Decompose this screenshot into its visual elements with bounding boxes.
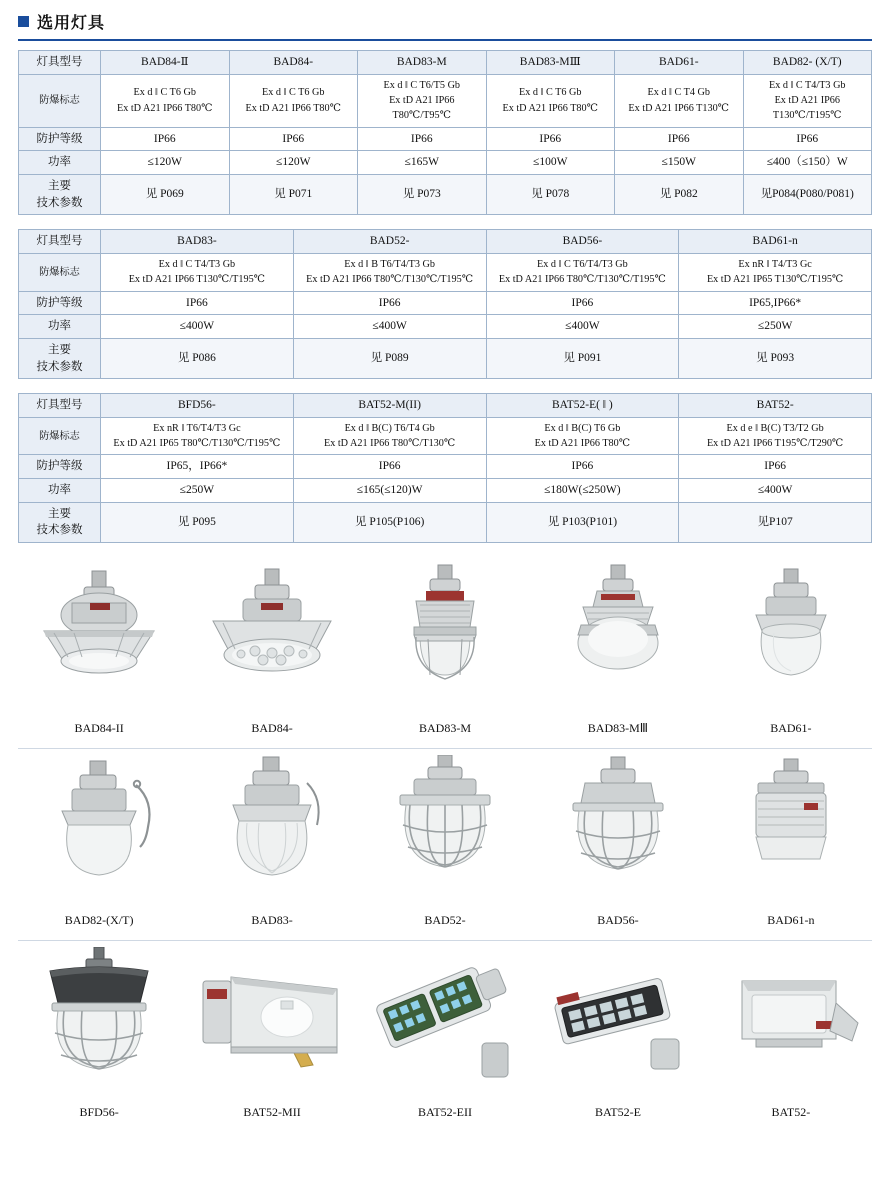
cell-params: 见 P103(P101): [486, 502, 679, 542]
cell-ip: IP66: [486, 455, 679, 479]
cell-ip: IP65，IP66*: [101, 455, 294, 479]
row-label-ex-mark: 防爆标志: [19, 74, 101, 127]
cell-ip: IP66: [293, 291, 486, 315]
cell-power: ≤165W: [358, 151, 487, 175]
ex-mark-line1: Ex d ‖ B(C) T6/T4 Gb: [344, 422, 435, 434]
ex-mark-line2: Ex tD A21 IP65 T130℃/T195℃: [706, 274, 844, 286]
table-row: [19, 315, 872, 339]
lamp-bad83m3-icon: [537, 563, 699, 713]
cell-params: 见 P078: [486, 174, 615, 214]
ex-mark-line1: Ex d ‖ C T6 Gb: [133, 87, 196, 99]
ex-mark-line2: Ex tD A21 IP66 T80℃: [245, 102, 342, 114]
lamp-bad61-icon: [710, 563, 872, 713]
cell-params: 见P084(P080/P081): [743, 174, 872, 214]
cell-model: BAD83-: [101, 230, 294, 254]
ex-mark-line1: Ex d ‖ C T6/T4/T3 Gb: [537, 258, 628, 270]
product-item[interactable]: [18, 755, 180, 938]
cell-ip: IP66: [229, 127, 358, 151]
product-item[interactable]: [191, 563, 353, 746]
row-label-params-line2: 技术参数: [36, 196, 83, 209]
cell-power: ≤400W: [679, 479, 872, 503]
lamp-bat52e-icon: [537, 947, 699, 1097]
table-row: [19, 230, 872, 254]
product-label: BAD61-n: [767, 913, 815, 928]
ex-mark-line1: Ex nR ‖ T6/T4/T3 Gc: [153, 422, 241, 434]
product-label: BAD83-MⅢ: [587, 721, 649, 736]
table-row: [19, 291, 872, 315]
product-item[interactable]: [364, 563, 526, 746]
ex-mark-line2: Ex tD A21 IP66 T195℃/T290℃: [706, 438, 844, 450]
ex-mark-line1: Ex d ‖ C T4 Gb: [647, 87, 710, 99]
ex-mark-line2: Ex tD A21 IP66 T80℃/T130℃: [323, 438, 456, 450]
cell-ex-mark: [679, 417, 872, 455]
product-label: BFD56-: [79, 1105, 119, 1120]
product-label: BAD82-(X/T): [64, 913, 134, 928]
cell-params: 见P107: [679, 502, 872, 542]
lamp-bad56-icon: [537, 755, 699, 905]
table-row: [19, 174, 872, 214]
product-label: BAT52-EII: [418, 1105, 472, 1120]
product-label: BAD83-: [251, 913, 293, 928]
row-label-params-line2: 技术参数: [36, 360, 83, 373]
row-label-ip: 防护等级: [19, 127, 101, 151]
cell-ip: IP66: [101, 291, 294, 315]
product-item[interactable]: [191, 755, 353, 938]
row-label-power: 功率: [19, 151, 101, 175]
cell-params: 见 P086: [101, 338, 294, 378]
row-label-params: [19, 174, 101, 214]
ex-mark-line1: Ex d ‖ C T6 Gb: [262, 87, 325, 99]
cell-ex-mark: [743, 74, 872, 127]
ex-mark-line1: Ex d ‖ C T4/T3 Gb: [158, 258, 236, 270]
cell-params: 见 P071: [229, 174, 358, 214]
cell-model: BAT52-M(II): [293, 394, 486, 418]
product-label: BAD56-: [597, 913, 639, 928]
cell-model: BAD83-M: [358, 51, 487, 75]
cell-ex-mark: [615, 74, 744, 127]
ex-mark-line1: Ex d ‖ B T6/T4/T3 Gb: [344, 258, 435, 270]
cell-model: BAD61-n: [679, 230, 872, 254]
cell-power: ≤400（≤150）W: [743, 151, 872, 175]
ex-mark-line1: Ex d ‖ C T6 Gb: [519, 87, 582, 99]
cell-ip: IP66: [486, 127, 615, 151]
lamp-bat52-icon: [710, 947, 872, 1097]
cell-ex-mark: [679, 253, 872, 291]
ex-mark-line2: Ex tD A21 IP66 T80℃: [534, 438, 631, 450]
cell-power: ≤400W: [293, 315, 486, 339]
cell-ex-mark: [486, 74, 615, 127]
product-label: BAD84-II: [74, 721, 124, 736]
ex-mark-line2: Ex tD A21 IP65 T80℃/T130℃/T195℃: [113, 438, 281, 450]
ex-mark-line2: Ex tD A21 IP66 T130℃/T195℃: [772, 94, 842, 122]
table-row: [19, 479, 872, 503]
cell-power: ≤165(≤120)W: [293, 479, 486, 503]
row-label-power: 功率: [19, 479, 101, 503]
ex-mark-line1: Ex d ‖ B(C) T6 Gb: [544, 422, 621, 434]
lamp-bad83m-icon: [364, 563, 526, 713]
cell-params: 见 P093: [679, 338, 872, 378]
product-item[interactable]: [710, 947, 872, 1130]
product-item[interactable]: [191, 947, 353, 1130]
row-label-params: [19, 338, 101, 378]
product-item[interactable]: [710, 563, 872, 746]
ex-mark-line2: Ex tD A21 IP66 T80℃/T130℃/T195℃: [306, 274, 474, 286]
cell-ex-mark: [229, 74, 358, 127]
product-item[interactable]: [537, 755, 699, 938]
page-title: [18, 0, 872, 41]
ex-mark-line1: Ex d ‖ C T4/T3 Gb: [768, 79, 846, 91]
lamp-bad84-2-icon: [18, 563, 180, 713]
cell-power: ≤180W(≤250W): [486, 479, 679, 503]
ex-mark-line2: Ex tD A21 IP66 T80℃: [116, 102, 213, 114]
cell-params: 见 P069: [101, 174, 230, 214]
cell-ip: IP66: [743, 127, 872, 151]
cell-ex-mark: [358, 74, 487, 127]
gallery-row: [18, 748, 872, 938]
cell-model: BAT52-: [679, 394, 872, 418]
product-gallery: [18, 557, 872, 1130]
row-label-params-line1: 主要: [48, 179, 71, 192]
cell-ex-mark: [293, 253, 486, 291]
table-row: [19, 151, 872, 175]
table-row: [19, 51, 872, 75]
cell-model: BAD52-: [293, 230, 486, 254]
cell-params: 见 P073: [358, 174, 487, 214]
cell-power: ≤250W: [101, 479, 294, 503]
cell-model: BAD84-Ⅱ: [101, 51, 230, 75]
cell-ip: IP65,IP66*: [679, 291, 872, 315]
ex-mark-line2: Ex tD A21 IP66 T80℃/T130℃/T195℃: [498, 274, 666, 286]
product-item[interactable]: [18, 947, 180, 1130]
cell-params: 见 P082: [615, 174, 744, 214]
ex-mark-line2: Ex tD A21 IP66 T130℃: [628, 102, 730, 114]
cell-model: BAD84-: [229, 51, 358, 75]
row-label-model: 灯具型号: [19, 51, 101, 75]
ex-mark-line1: Ex d e ‖ B(C) T3/T2 Gb: [726, 422, 824, 434]
row-label-params-line1: 主要: [48, 507, 71, 520]
table-row: [19, 417, 872, 455]
row-label-params: [19, 502, 101, 542]
cell-ex-mark: [101, 253, 294, 291]
table-row: [19, 338, 872, 378]
cell-params: 见 P105(P106): [293, 502, 486, 542]
row-label-ex-mark: 防爆标志: [19, 417, 101, 455]
ex-mark-line1: Ex d ‖ C T6/T5 Gb: [383, 79, 461, 91]
product-label: BAT52-E: [594, 1105, 641, 1120]
cell-ex-mark: [101, 74, 230, 127]
cell-model: BAD83-MⅢ: [486, 51, 615, 75]
spec-table-3: [18, 393, 872, 543]
product-item[interactable]: [18, 563, 180, 746]
cell-ip: IP66: [101, 127, 230, 151]
product-item[interactable]: [710, 755, 872, 938]
product-item[interactable]: [537, 563, 699, 746]
lamp-bat52e2-icon: [364, 947, 526, 1097]
cell-ip: IP66: [615, 127, 744, 151]
product-label: BAT52-MII: [243, 1105, 301, 1120]
cell-model: BAT52-E( ‖ ): [486, 394, 679, 418]
product-item[interactable]: [364, 947, 526, 1130]
cell-ip: IP66: [486, 291, 679, 315]
cell-params: 见 P089: [293, 338, 486, 378]
product-item[interactable]: [364, 755, 526, 938]
row-label-model: 灯具型号: [19, 230, 101, 254]
row-label-ip: 防护等级: [19, 291, 101, 315]
cell-params: 见 P095: [101, 502, 294, 542]
row-label-model: 灯具型号: [19, 394, 101, 418]
product-label: BAD52-: [424, 913, 466, 928]
gallery-row: [18, 557, 872, 746]
table-row: [19, 394, 872, 418]
gallery-row: [18, 940, 872, 1130]
ex-mark-line1: Ex nR ‖ T4/T3 Gc: [738, 258, 812, 270]
table-row: [19, 502, 872, 542]
lamp-bfd56-icon: [18, 947, 180, 1097]
product-label: BAD83-M: [418, 721, 471, 736]
cell-power: ≤400W: [486, 315, 679, 339]
product-label: BAD61-: [770, 721, 812, 736]
table-row: [19, 253, 872, 291]
lamp-bad84-icon: [191, 563, 353, 713]
cell-ip: IP66: [293, 455, 486, 479]
cell-power: ≤150W: [615, 151, 744, 175]
lamp-bad61n-icon: [710, 755, 872, 905]
cell-power: ≤250W: [679, 315, 872, 339]
cell-power: ≤120W: [101, 151, 230, 175]
lamp-bad83-icon: [191, 755, 353, 905]
cell-ex-mark: [486, 417, 679, 455]
cell-model: BFD56-: [101, 394, 294, 418]
cell-ip: IP66: [679, 455, 872, 479]
table-row: [19, 74, 872, 127]
spec-table-1: [18, 50, 872, 215]
cell-model: BAD56-: [486, 230, 679, 254]
ex-mark-line2: Ex tD A21 IP66 T80℃/T95℃: [389, 94, 455, 122]
spec-table-2: [18, 229, 872, 379]
cell-ex-mark: [486, 253, 679, 291]
row-label-ip: 防护等级: [19, 455, 101, 479]
cell-params: 见 P091: [486, 338, 679, 378]
cell-power: ≤120W: [229, 151, 358, 175]
cell-ip: IP66: [358, 127, 487, 151]
ex-mark-line2: Ex tD A21 IP66 T80℃: [502, 102, 599, 114]
row-label-params-line1: 主要: [48, 343, 71, 356]
product-item[interactable]: [537, 947, 699, 1130]
page-title-text: 选用灯具: [37, 15, 106, 32]
cell-ex-mark: [293, 417, 486, 455]
ex-mark-line2: Ex tD A21 IP66 T130℃/T195℃: [128, 274, 266, 286]
square-bullet-icon: [18, 16, 29, 27]
cell-model: BAD82- (X/T): [743, 51, 872, 75]
product-label: BAT52-: [771, 1105, 811, 1120]
product-label: BAD84-: [251, 721, 293, 736]
cell-model: BAD61-: [615, 51, 744, 75]
cell-power: ≤100W: [486, 151, 615, 175]
row-label-ex-mark: 防爆标志: [19, 253, 101, 291]
lamp-bad52-icon: [364, 755, 526, 905]
cell-ex-mark: [101, 417, 294, 455]
table-row: [19, 455, 872, 479]
lamp-bad82-icon: [18, 755, 180, 905]
lamp-bat52m2-icon: [191, 947, 353, 1097]
row-label-power: 功率: [19, 315, 101, 339]
table-row: [19, 127, 872, 151]
cell-power: ≤400W: [101, 315, 294, 339]
row-label-params-line2: 技术参数: [36, 524, 83, 537]
